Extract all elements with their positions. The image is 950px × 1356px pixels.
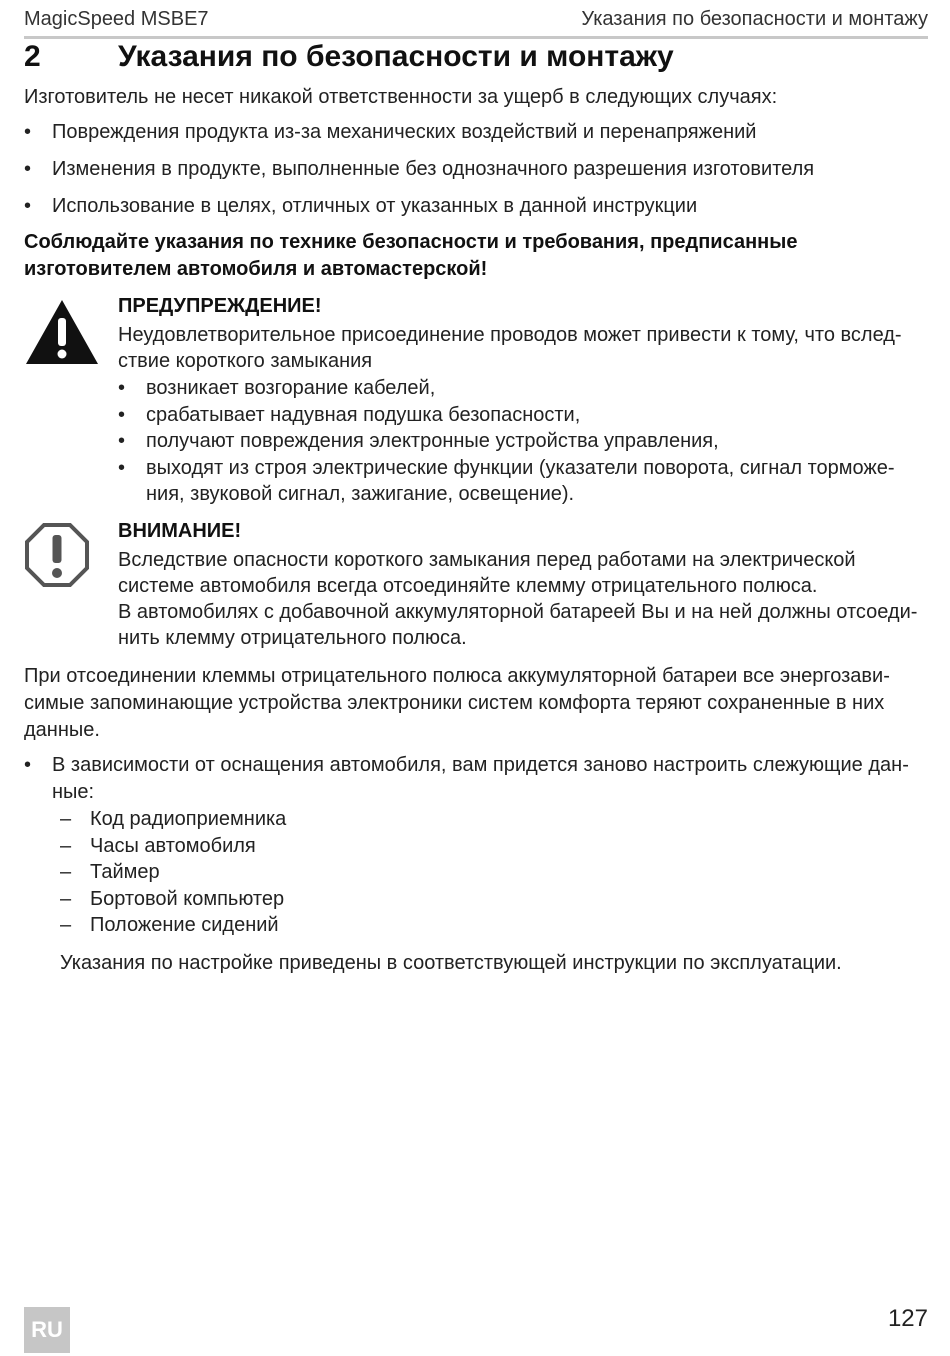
warning-text bbox=[118, 322, 928, 374]
memory-paragraph-line: симые запоминающие устройства электроники систем комфорта теряют сохраненные в них bbox=[24, 692, 885, 714]
reset-list-item-text: Бортовой компьютер bbox=[90, 888, 285, 910]
warning-title: ПРЕДУПРЕЖДЕНИЕ! bbox=[118, 295, 322, 317]
liability-item-text: Повреждения продукта из-за механических воздействий и перенапряжений bbox=[52, 121, 757, 143]
caution-text-line: нить клемму отрицательного полюса. bbox=[118, 627, 467, 649]
warning-item-text: срабатывает надувная подушка безопасности, bbox=[146, 404, 581, 426]
bullet-marker: • bbox=[118, 430, 126, 452]
safety-notice bbox=[24, 229, 928, 283]
warning-text-line: ствие короткого замыкания bbox=[118, 350, 373, 372]
dash-marker: – bbox=[60, 861, 72, 883]
page-header bbox=[24, 6, 928, 39]
intro-paragraph: Изготовитель не несет никакой ответственности за ущерб в следующих случаях: bbox=[24, 86, 778, 108]
reset-item-line: ные: bbox=[52, 781, 95, 803]
warning-item-text: получают повреждения электронные устройства управления, bbox=[146, 430, 719, 452]
warning-triangle-icon bbox=[24, 298, 100, 371]
bullet-marker: • bbox=[24, 195, 32, 217]
safety-notice-line: Соблюдайте указания по технике безопасности и требования, предписанные bbox=[24, 231, 798, 253]
header-section-name: Указания по безопасности и монтажу bbox=[581, 8, 928, 30]
bullet-marker: • bbox=[118, 404, 126, 426]
bullet-marker: • bbox=[24, 121, 32, 143]
dash-marker: – bbox=[60, 888, 72, 910]
safety-notice-line: изготовителем автомобиля и автомастерской! bbox=[24, 258, 488, 280]
section-number: 2 bbox=[24, 40, 41, 73]
caution-text bbox=[118, 547, 928, 651]
warning-item-text bbox=[146, 455, 928, 507]
caution-text-line: В автомобилях с добавочной аккумуляторной батареей Вы и на ней должны отсоеди- bbox=[118, 601, 918, 623]
reset-list-item-text: Положение сидений bbox=[90, 914, 279, 936]
reset-list-item-text: Код радиоприемника bbox=[90, 808, 287, 830]
page-number: 127 bbox=[887, 1305, 928, 1332]
warning-item-line: выходят из строя электрические функции (указатели поворота, сигнал торможе- bbox=[146, 457, 895, 479]
caution-text-line: системе автомобиля всегда отсоединяйте клемму отрицательного полюса. bbox=[118, 575, 818, 597]
reset-note: Указания по настройке приведены в соответствующей инструкции по эксплуатации. bbox=[60, 952, 842, 974]
caution-octagon-icon bbox=[24, 522, 90, 593]
warning-item-line: ния, звуковой сигнал, зажигание, освещение). bbox=[146, 483, 575, 505]
header-product-name: MagicSpeed MSBE7 bbox=[24, 8, 209, 30]
reset-item-text bbox=[52, 752, 928, 806]
dash-marker: – bbox=[60, 835, 72, 857]
dash-marker: – bbox=[60, 914, 72, 936]
language-badge: RU bbox=[24, 1307, 70, 1353]
liability-item-text: Использование в целях, отличных от указанных в данной инструкции bbox=[52, 195, 698, 217]
section-title: Указания по безопасности и монтажу bbox=[118, 40, 674, 73]
bullet-marker: • bbox=[118, 377, 126, 399]
warning-text-line: Неудовлетворительное присоединение проводов может привести к тому, что вслед- bbox=[118, 324, 902, 346]
memory-paragraph-line: При отсоединении клеммы отрицательного полюса аккумуляторной батареи все энергозави- bbox=[24, 665, 890, 687]
reset-item-line: В зависимости от оснащения автомобиля, вам придется заново настроить слежующие дан- bbox=[52, 754, 909, 776]
caution-title: ВНИМАНИЕ! bbox=[118, 520, 242, 542]
reset-list-item-text: Часы автомобиля bbox=[90, 835, 256, 857]
bullet-marker: • bbox=[118, 457, 126, 479]
memory-paragraph bbox=[24, 663, 928, 744]
bullet-marker: • bbox=[24, 158, 32, 180]
liability-item-text: Изменения в продукте, выполненные без однозначного разрешения изготовителя bbox=[52, 158, 815, 180]
bullet-marker: • bbox=[24, 754, 32, 776]
dash-marker: – bbox=[60, 808, 72, 830]
warning-item-text: возникает возгорание кабелей, bbox=[146, 377, 436, 399]
caution-text-line: Вследствие опасности короткого замыкания перед работами на электрической bbox=[118, 549, 856, 571]
reset-list-item-text: Таймер bbox=[90, 861, 160, 883]
memory-paragraph-line: данные. bbox=[24, 719, 100, 741]
